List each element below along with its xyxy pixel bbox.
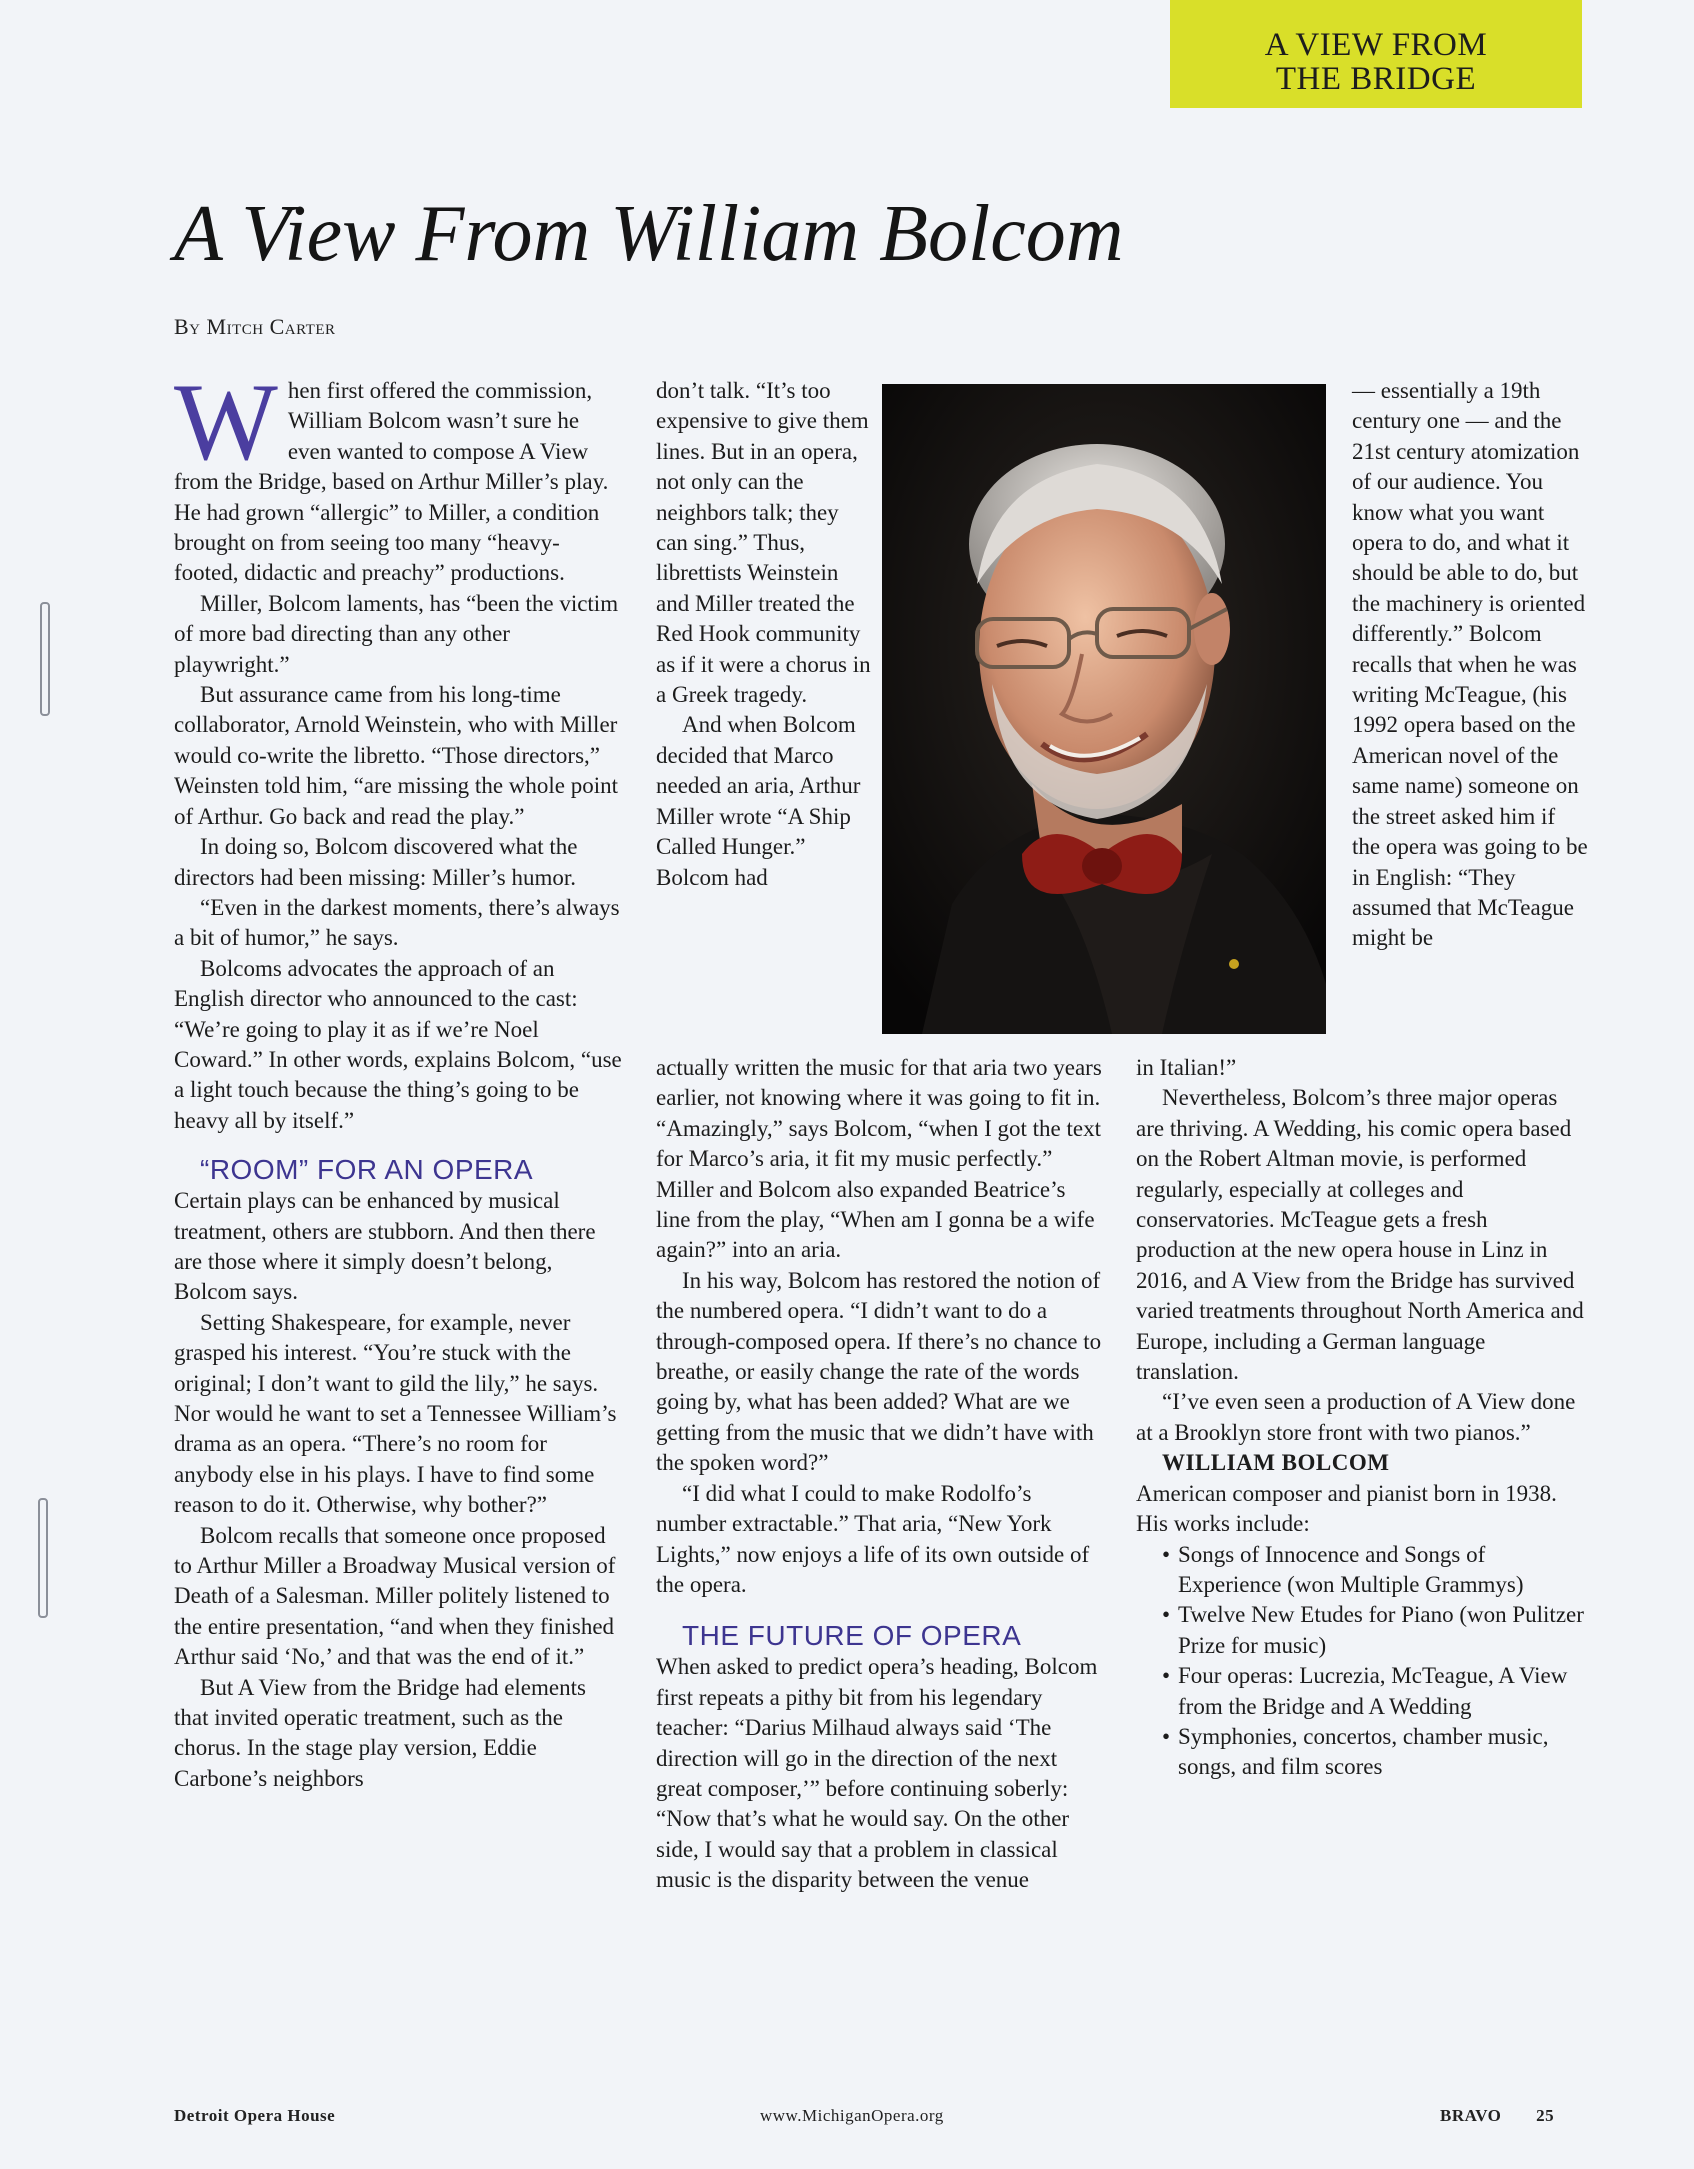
column-3-lower xyxy=(1136,1053,1588,1783)
paragraph: But assurance came from his long-time collaborator, Arnold Weinstein, who with Miller would co-write the libretto. “Those directors,” Weinsten told him, “are missing the whole point of Arthur. Go back and read the play.” xyxy=(174,682,619,829)
paragraph: don’t talk. “It’s too expensive to give them lines. But in an opera, not only can the neighbors talk; they can sing.” Thus, librettists Weinstein and Miller treated the Red Hook community as if it were a chorus in a Greek tragedy. xyxy=(656,378,871,708)
portrait-photo xyxy=(882,384,1326,1034)
footer-publisher: Detroit Opera House xyxy=(174,2106,336,2125)
paragraph: Bolcom recalls that someone once proposed to Arthur Miller a Broadway Musical version of Death of a Salesman. Miller politely listened to the entire presentation, “and when they finished Arthur said ‘No,’ and that was the end of it.” xyxy=(174,1522,616,1670)
footer-website: www.MichiganOpera.org xyxy=(760,2106,944,2125)
column-2-upper xyxy=(656,376,876,893)
list-item: • Four operas: Lucrezia, McTeague, A View from the Bridge and A Wedding xyxy=(1162,1661,1588,1722)
paragraph: “I did what I could to make Rodolfo’s number extractable.” That aria, “New York Lights,” now enjoys a life of its own outside of the opera. xyxy=(656,1480,1090,1597)
paragraph: Nevertheless, Bolcom’s three major operas are thriving. A Wedding, his comic opera based on the Robert Altman movie, is performed regularly, especially at colleges and conservatories. McTeague gets a fresh production at the new opera house in Linz in 2016, and A View from the Bridge has survived varied treatments throughout North America and Europe, including a German language translation. xyxy=(1136,1085,1584,1385)
column-1 xyxy=(174,361,622,1794)
drop-cap: W xyxy=(174,361,278,483)
paragraph: Miller, Bolcom laments, has “been the victim of more bad directing than any other playwright.” xyxy=(174,590,619,677)
staple-top xyxy=(40,602,50,716)
portrait-illustration xyxy=(882,384,1326,1034)
paragraph: Bolcoms advocates the approach of an English director who announced to the cast: “We’re going to play it as if we’re Noel Coward.” In other words, explains Bolcom, “use a light touch because the thing’s going to be heavy all by itself.” xyxy=(174,955,622,1133)
byline: By Mitch Carter xyxy=(174,314,336,339)
list-item: • Songs of Innocence and Songs of Experience (won Multiple Grammys) xyxy=(1162,1540,1588,1601)
works-list xyxy=(1136,1540,1588,1783)
paragraph: When asked to predict opera’s heading, Bolcom first repeats a pithy bit from his legendary teacher: “Darius Milhaud always said ‘The direction will go in the direction of the next great composer,’” before continuing soberly: “Now that’s what he would say. On the other side, I would say that a problem in classical music is the disparity between the venue xyxy=(656,1654,1098,1893)
bio-title: WILLIAM BOLCOM xyxy=(1162,1450,1390,1476)
paragraph: “I’ve even seen a production of A View done at a Brooklyn store front with two pianos.” xyxy=(1136,1389,1576,1445)
paragraph: actually written the music for that aria two years earlier, not knowing where it was going to fit in. “Amazingly,” says Bolcom, “when I got the text for Marco’s aria, it fit my music perfectly.” Miller and Bolcom also expanded Beatrice’s line from the play, “When am I gonna be a wife again?” into an aria. xyxy=(656,1055,1102,1263)
paragraph: In doing so, Bolcom discovered what the directors had been missing: Miller’s humor. xyxy=(174,834,578,890)
paragraph: — essentially a 19th century one — and the 21st century atomization of our audience. You know what you want opera to do, and what it should be able to do, but the machinery is oriented differently.” Bolcom recalls that when he was writing McTeague, (his 1992 opera based on the American novel of the same name) someone on the street asked him if the opera was going to be in English: “They assumed that McTeague might be xyxy=(1352,378,1588,951)
column-2-lower xyxy=(656,1053,1104,1896)
article-title: A View From William Bolcom xyxy=(174,190,1124,278)
bio-intro: American composer and pianist born in 1938. His works include: xyxy=(1136,1480,1557,1537)
paragraph: In his way, Bolcom has restored the notion of the numbered opera. “I didn’t want to do a through-composed opera. If there’s no chance to breathe, or easily change the rate of the words going by, what has been added? What are we getting from the music that we didn’t have with the spoken word?” xyxy=(656,1267,1102,1476)
subheading-future-of-opera: THE FUTURE OF OPERA xyxy=(682,1620,1022,1652)
footer-magazine xyxy=(1440,2106,1554,2126)
column-3-upper xyxy=(1352,376,1588,954)
section-tag-line1: A VIEW FROM xyxy=(1264,27,1488,63)
paragraph-intro xyxy=(174,361,622,589)
paragraph: But A View from the Bridge had elements that invited operatic treatment, such as the chorus. In the stage play version, Eddie Carbone’s neighbors xyxy=(174,1674,586,1791)
page-number: 25 xyxy=(1536,2106,1555,2125)
paragraph: in Italian!” xyxy=(1136,1055,1237,1080)
staple-bottom xyxy=(38,1498,48,1618)
paragraph: Certain plays can be enhanced by musical treatment, others are stubborn. And then there are those where it simply doesn’t belong, Bolcom says. xyxy=(174,1188,596,1305)
section-tag xyxy=(1170,0,1582,108)
list-item: • Twelve New Etudes for Piano (won Pulitzer Prize for music) xyxy=(1162,1600,1588,1661)
list-item: • Symphonies, concertos, chamber music, songs, and film scores xyxy=(1162,1722,1588,1783)
paragraph-text: hen first offered the commission, William Bolcom wasn’t sure he even wanted to compose A View from the Bridge, based on Arthur Miller’s play. He had grown “allergic” to Miller, a condition brought on from seeing too many “heavy-footed, didactic and preachy” productions. xyxy=(174,378,609,586)
magazine-name: BRAVO xyxy=(1440,2106,1502,2125)
paragraph: And when Bolcom decided that Marco needed an aria, Arthur Miller wrote “A Ship Called Hunger.” Bolcom had xyxy=(656,712,861,890)
paragraph: “Even in the darkest moments, there’s always a bit of humor,” he says. xyxy=(174,894,620,951)
paragraph: Setting Shakespeare, for example, never grasped his interest. “You’re stuck with the original; I don’t want to gild the lily,” he says. Nor would he want to set a Tennessee William’s drama as an opera. “There’s no room for anybody else in his plays. I have to find some reason to do it. Otherwise, why bother?” xyxy=(174,1309,617,1518)
section-tag-line2: THE BRIDGE xyxy=(1275,61,1477,97)
subheading-room-for-an-opera: “ROOM” FOR AN OPERA xyxy=(200,1154,534,1186)
